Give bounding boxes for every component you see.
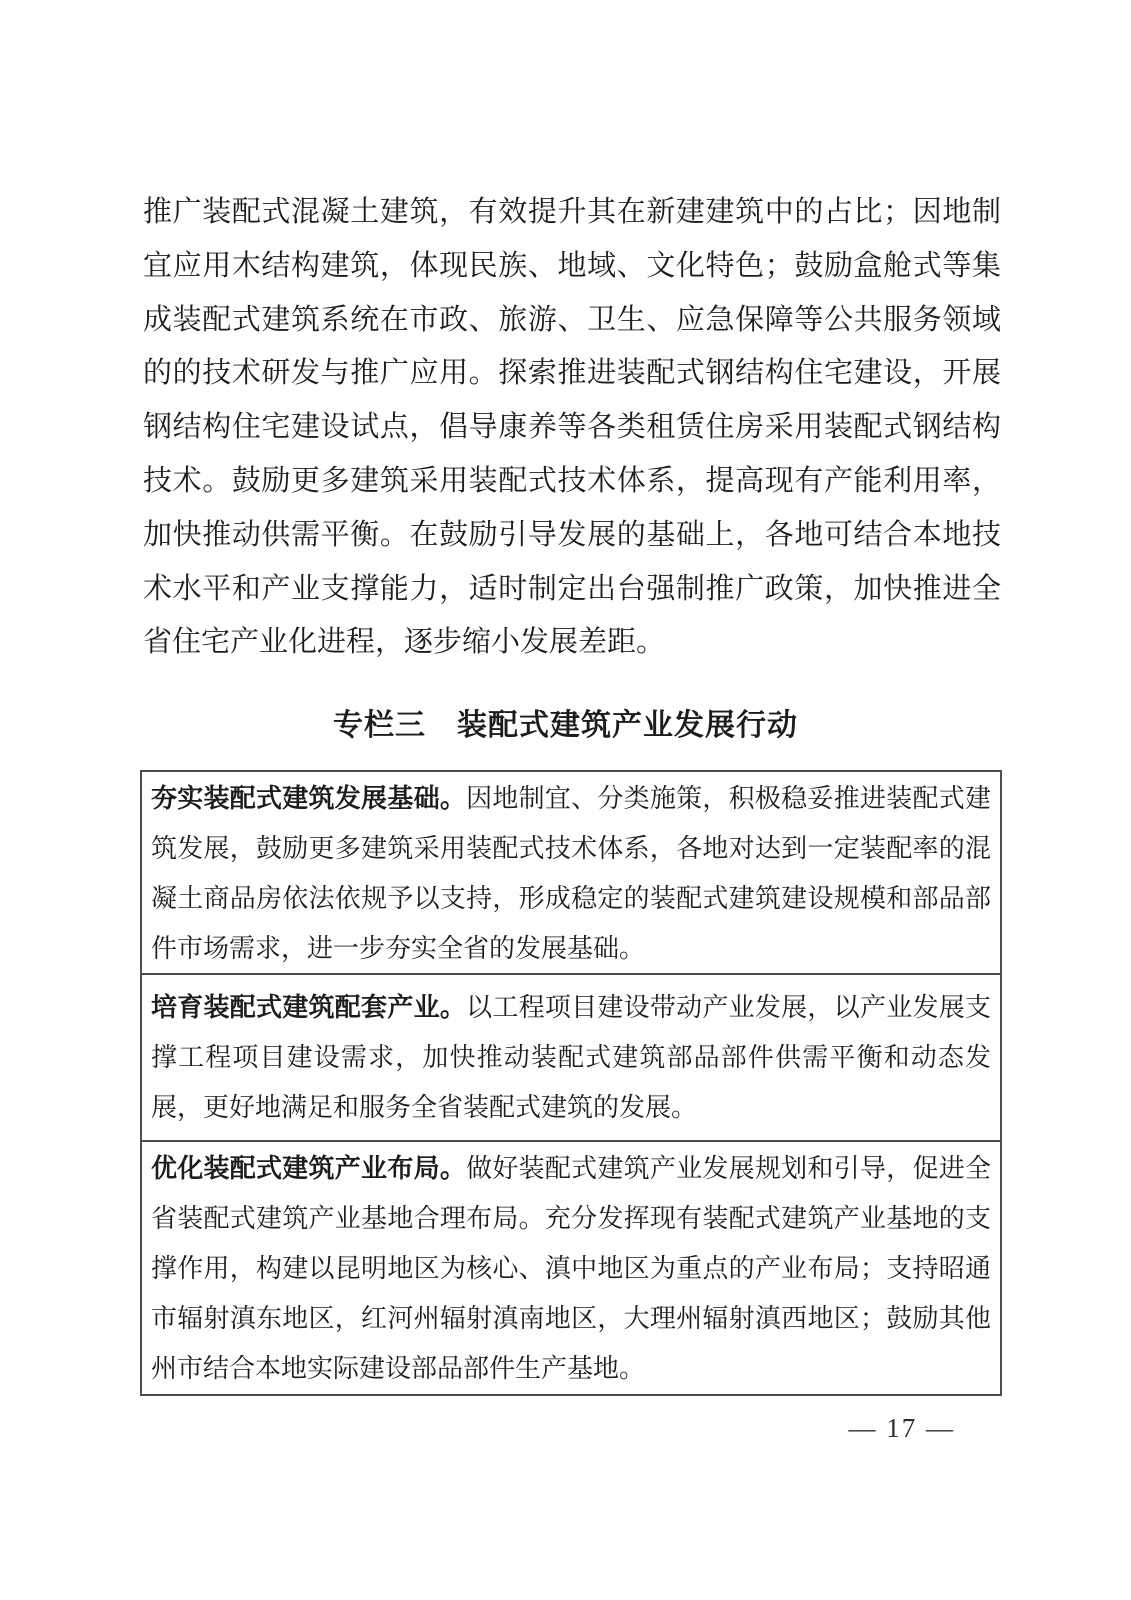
text-line: 宜应用木结构建筑，体现民族、地域、文化特色；鼓励盒舱式等集: [143, 249, 1001, 282]
text-line: 成装配式建筑系统在市政、旅游、卫生、应急保障等公共服务领域: [143, 303, 1001, 336]
text-line: 技术。鼓励更多建筑采用装配式技术体系，提高现有产能利用率，: [143, 464, 1001, 497]
section-lead-bold: 优化装配式建筑产业布局。: [151, 1154, 467, 1183]
text-line: 术水平和产业支撑能力，适时制定出台强制推广政策，加快推进全: [143, 572, 1001, 605]
body-paragraph: [143, 186, 1001, 670]
text-line: 凝土商品房依法依规予以支持，形成稳定的装配式建筑建设规模和部品部: [151, 884, 991, 913]
section-lead-rest: 做好装配式建筑产业发展规划和引导，促进全: [466, 1154, 991, 1183]
box-section-cultivate-industry: [142, 975, 1000, 1142]
column-heading: 专栏三 装配式建筑产业发展行动: [333, 709, 798, 742]
section-lead-rest: 以工程项目建设带动产业发展，以产业发展支: [466, 993, 991, 1022]
text-line: 加快推动供需平衡。在鼓励引导发展的基础上，各地可结合本地技: [143, 518, 1001, 551]
page-number: — 17 —: [848, 1413, 955, 1443]
feature-box: [140, 770, 1002, 1396]
text-line: 省装配式建筑产业基地合理布局。充分发挥现有装配式建筑产业基地的支: [151, 1204, 991, 1233]
text-line: 件市场需求，进一步夯实全省的发展基础。: [151, 934, 646, 963]
text-line: 钢结构住宅建设试点，倡导康养等各类租赁住房采用装配式钢结构: [143, 411, 1001, 444]
section-lead-rest: 因地制宜、分类施策，积极稳妥推进装配式建: [466, 784, 991, 813]
text-line: 推广装配式混凝土建筑，有效提升其在新建建筑中的占比；因地制: [143, 196, 1001, 228]
text-line: [151, 1144, 991, 1194]
text-line: 展，更好地满足和服务全省装配式建筑的发展。: [151, 1093, 698, 1122]
box-section-consolidate-foundation: [142, 772, 1000, 975]
text-line: 撑作用，构建以昆明地区为核心、滇中地区为重点的产业布局；支持昭通: [151, 1254, 991, 1283]
text-line: [151, 983, 991, 1033]
box-section-optimize-layout: [142, 1142, 1000, 1394]
text-line: 的的技术研发与推广应用。探索推进装配式钢结构住宅建设，开展: [143, 357, 1001, 390]
section-lead-bold: 培育装配式建筑配套产业。: [151, 993, 467, 1022]
text-line: 州市结合本地实际建设部品部件生产基地。: [151, 1354, 646, 1383]
text-line: 市辐射滇东地区，红河州辐射滇南地区，大理州辐射滇西地区；鼓励其他: [151, 1304, 991, 1333]
section-lead-bold: 夯实装配式建筑发展基础。: [151, 784, 467, 813]
text-line: 省住宅产业化进程，逐步缩小发展差距。: [143, 626, 666, 659]
text-line: [151, 774, 991, 824]
text-line: 筑发展，鼓励更多建筑采用装配式技术体系，各地对达到一定装配率的混: [151, 834, 991, 863]
text-line: 撑工程项目建设需求，加快推动装配式建筑部品部件供需平衡和动态发: [151, 1043, 991, 1072]
